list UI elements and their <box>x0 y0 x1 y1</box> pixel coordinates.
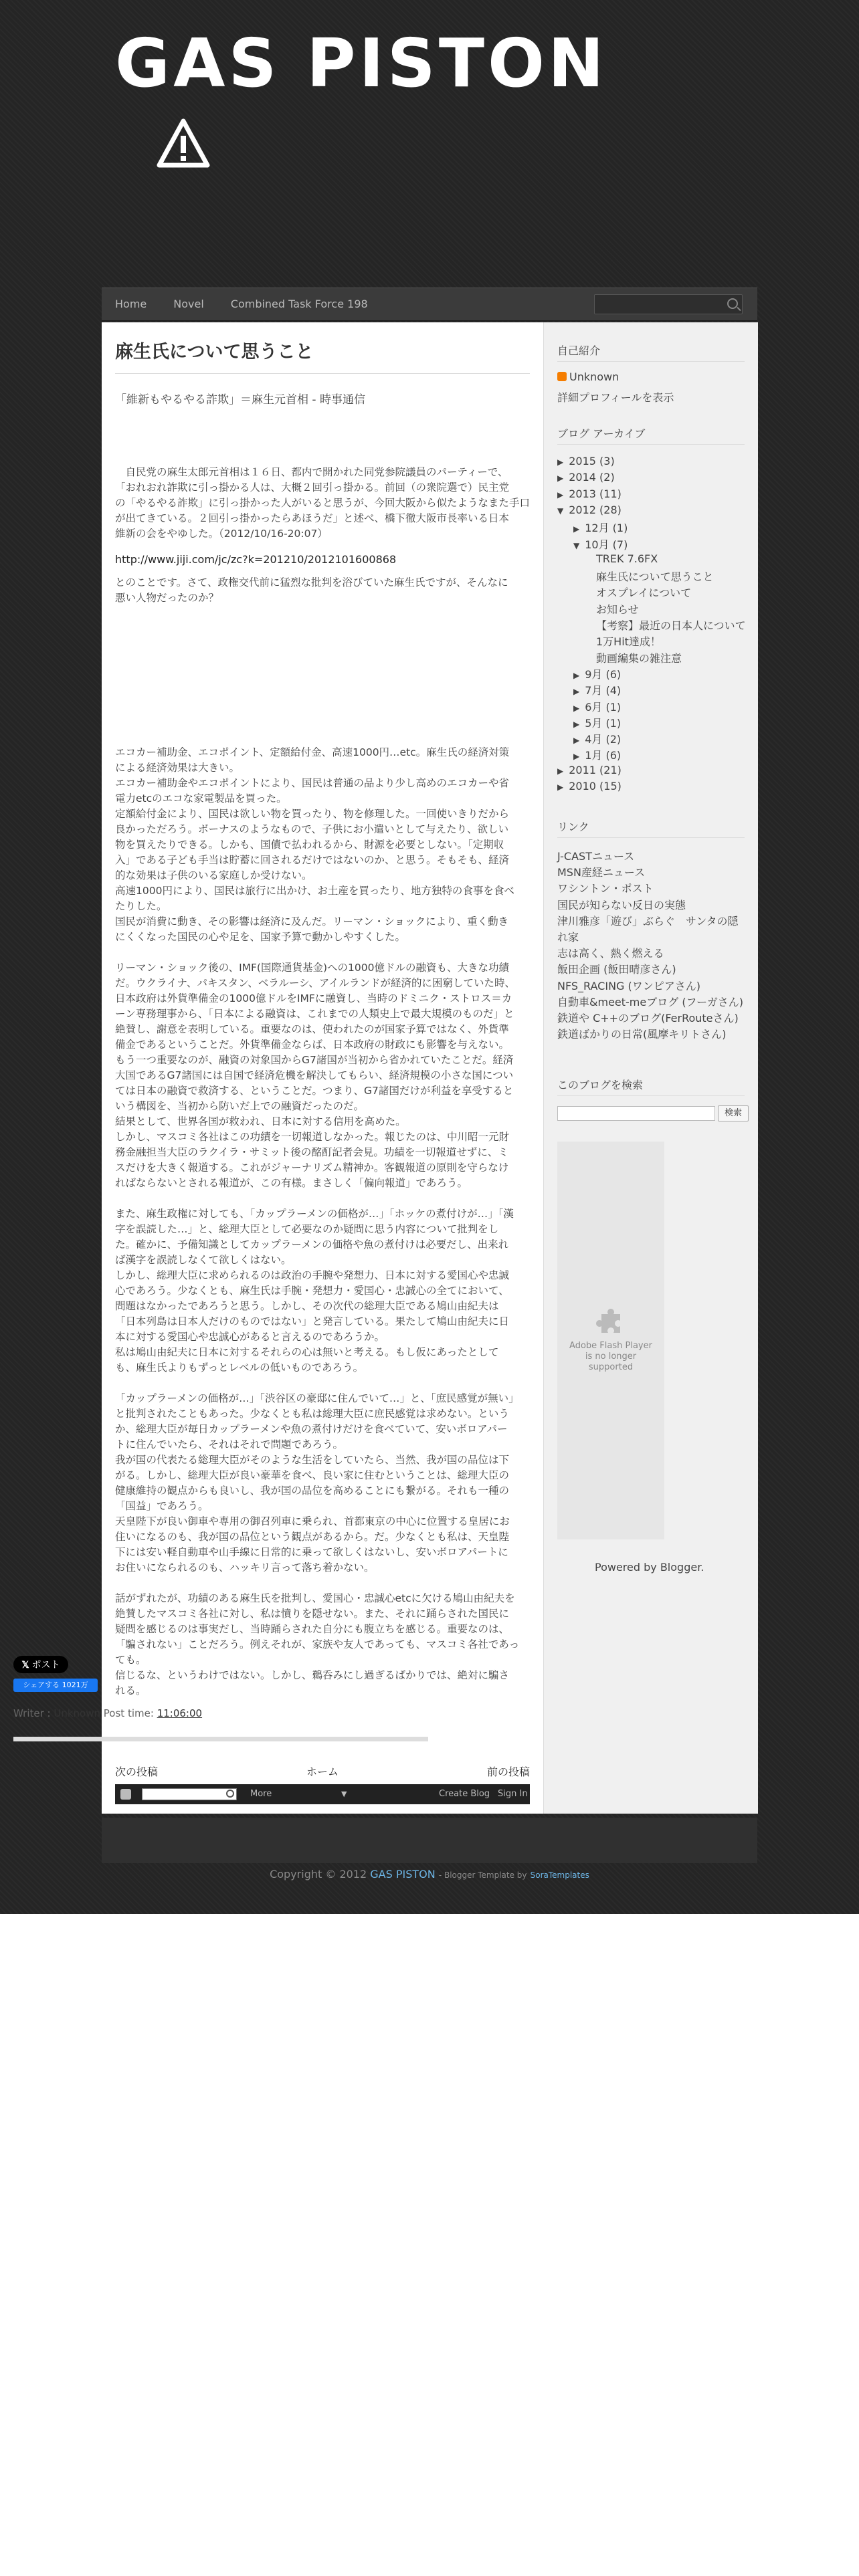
main-column <box>115 322 530 1699</box>
sidebar-link[interactable]: ワシントン・ポスト <box>557 882 654 895</box>
text-line: いう構図を、当初から防いだ上での融資だったのだ。 <box>115 1100 365 1112</box>
more-menu[interactable]: More <box>250 1789 272 1799</box>
sign-in-link[interactable]: Sign In <box>498 1789 528 1799</box>
text-line: ては日本の融資で救済する、ということだ。つまり、G7諸国だけが利益を享受すると <box>115 1085 514 1097</box>
template-credit: - Blogger Template by <box>438 1870 527 1880</box>
facebook-share-label[interactable]: シェアする 1021万 <box>23 1681 88 1689</box>
text-line: も、麻生氏よりもずっとレベルの低いものであろう。 <box>115 1362 364 1374</box>
powered-by[interactable]: Powered by Blogger. <box>595 1561 704 1574</box>
post-meta <box>13 1707 202 1719</box>
archive-label[interactable]: オスプレイについて <box>596 586 692 600</box>
archive-label[interactable]: 麻生氏について思うこと <box>596 570 714 584</box>
text-line: た。確かに、予備知識としてカップラーメンの価格や魚の煮付けは必要だし、出来れ <box>115 1239 509 1251</box>
text-line: 備金であるということだ。外貨準備金ならば、日本政府の財政にも影響を与えない。 <box>115 1039 510 1051</box>
chevron-right-icon[interactable]: ▶ <box>557 457 564 467</box>
profile-name-text[interactable]: Unknown <box>569 370 619 383</box>
chevron-right-icon[interactable]: ▶ <box>573 736 580 746</box>
sidebar-link[interactable]: NFS_RACING (ワンピアさん) <box>557 979 701 992</box>
nav-item-novel[interactable]: Novel <box>173 298 204 310</box>
text-line: の「やるやる詐欺」に引っ掛かった人がいると思うが、今回大阪から似たようなまた手口 <box>115 497 531 509</box>
sidebar-link[interactable]: れ家 <box>557 931 579 944</box>
archive-label[interactable]: 9月 (6) <box>585 667 622 681</box>
text-line: エコカー補助金やエコポイントにより、国民は普通の品より少し高めのエコカーや省 <box>115 777 510 789</box>
archive-toggle-item[interactable] <box>557 471 615 484</box>
archive-post-link[interactable] <box>596 633 661 649</box>
post-time[interactable]: 11:06:00 <box>157 1707 203 1719</box>
flash-message: Adobe Flash Player is no longer supported <box>569 1341 652 1372</box>
archive-label[interactable]: 2012 (28) <box>569 503 622 516</box>
search-heading: このブログを検索 <box>557 1079 644 1091</box>
archive-label[interactable]: TREK 7.6FX <box>596 552 658 565</box>
sidebar-link[interactable]: MSN産経ニュース <box>557 866 646 879</box>
divider <box>13 1737 428 1741</box>
chevron-right-icon[interactable]: ▶ <box>573 670 580 680</box>
text-line: 話がずれたが、功績のある麻生氏を批判し、愛国心・忠誠心etcに欠ける鳩山由紀夫を <box>115 1592 515 1604</box>
text-line: か、総理大臣が毎日カップラーメンや魚の煮付けだけを食べていて、安いボロアパー <box>115 1423 508 1435</box>
text-line: ればならないとされる報道が、この有様。まさしく「偏向報道」であろう。 <box>115 1177 468 1189</box>
text-line: 天皇陛下が良い御車や専用の御召列車に乗られ、首都東京の中心に位置する皇居にお <box>115 1515 510 1527</box>
divider <box>557 837 745 838</box>
text-line: 入」である子ども手当は貯蓄に回されるだけではないのか、と思う。そもそも、経済 <box>115 854 510 866</box>
chevron-right-icon[interactable]: ▶ <box>573 524 580 534</box>
chevron-right-icon[interactable]: ▶ <box>557 766 564 776</box>
blogger-logo-icon[interactable] <box>120 1789 131 1800</box>
text-line: 問題はなかったであろうと思う。しかし、その次代の総理大臣である鳩山由紀夫は <box>115 1300 499 1312</box>
sidebar-link[interactable]: J-CASTニュース <box>557 850 635 863</box>
archive-post-link[interactable] <box>596 584 691 600</box>
x-icon: 𝕏 <box>21 1659 29 1670</box>
text-line: 私は鳩山由紀夫に日本に対するそれらの心は無いと考える。もし仮にあったとして <box>115 1346 499 1358</box>
chevron-right-icon[interactable]: ▶ <box>557 782 564 792</box>
template-author-link[interactable]: SoraTemplates <box>530 1870 589 1880</box>
site-header <box>115 23 744 104</box>
archive-label[interactable]: 10月 (7) <box>585 538 628 551</box>
post-paragraph-1 <box>115 745 530 945</box>
text-line: リーマン・ショック後の、IMF(国際通貨基金)への1000億ドルの融資も、大きな功績 <box>115 962 509 974</box>
chevron-down-icon[interactable]: ▼ <box>573 540 580 550</box>
archive-label[interactable]: 2014 (2) <box>569 471 615 484</box>
post-quote <box>115 465 530 542</box>
archive-toggle-item[interactable] <box>573 520 628 535</box>
text-line: 「おれおれ詐欺に引っ掛かる人は、大概２回引っ掛かる。前回（の衆院選で）民主党 <box>115 481 510 494</box>
flash-placeholder <box>557 1142 664 1539</box>
text-line: 「国益」であろう。 <box>115 1500 209 1512</box>
text-line: 高速1000円により、国民は旅行に出かけ、お土産を買ったり、地方独特の食事を食べ <box>115 885 514 897</box>
text-line: 大国であるG7諸国には自国で経済危機を解決してもらい、経済規模の小さな国につい <box>115 1069 514 1081</box>
text-line: 定額給付金により、国民は欲しい物を買ったり、物を修理した。一回使いきりだから <box>115 808 510 820</box>
sidebar-link[interactable]: 鉄道や C++のブログ(FerRouteさん) <box>557 1012 739 1025</box>
newer-post-link[interactable]: 次の投稿 <box>115 1765 159 1778</box>
text-line: 「騙されない」ことだろう。例えそれが、家族や友人であっても、マスコミ各社であっ <box>115 1638 520 1650</box>
writer-label: Writer : <box>13 1707 51 1719</box>
text-line: 絶賛したマスコミ各社に対し、私は憤りを隠せない。また、それに踊らされた国民に <box>115 1608 510 1620</box>
profile-heading: 自己紹介 <box>557 344 601 357</box>
text-line: 我が国の代表たる総理大臣がそのような生活をしていたら、当然、我が国の品位は下 <box>115 1454 510 1466</box>
chevron-right-icon[interactable]: ▶ <box>573 687 580 697</box>
archive-label[interactable]: 動画編集の雑注意 <box>596 651 682 665</box>
post-intro <box>115 575 530 606</box>
text-line: による経済効果は大きい。 <box>115 762 240 774</box>
post-title[interactable]: 麻生氏について思うこと <box>115 342 314 362</box>
archive-heading: ブログ アーカイブ <box>557 427 646 440</box>
archive-post-link[interactable] <box>596 601 639 617</box>
text-line: 住いになるのも、我が国の品位という観点があるから。だ。少なくとも私は、天皇陛 <box>115 1531 510 1543</box>
text-line: 良かっただろう。ボーナスのようなもので、子供にお小遣いとして与えたり、欲しい <box>115 823 509 835</box>
archive-label[interactable]: 【考察】最近の日本人について <box>596 619 746 632</box>
home-link[interactable]: ホーム <box>306 1765 339 1778</box>
text-line: とのことです。さて、政権交代前に猛烈な批判を浴びていた麻生氏ですが、そんなに <box>115 576 508 588</box>
archive-label[interactable]: お知らせ <box>596 603 639 616</box>
post-time-label: Post time: <box>103 1707 154 1719</box>
sidebar <box>543 322 758 1814</box>
sidebar-link[interactable]: 飯田企画 (飯田晴彦さん) <box>557 963 676 976</box>
text-line: と批判されたこともあった。少なくとも私は総理大臣に庶民感覚は求めない。という <box>115 1408 509 1420</box>
text-line: 務金融担当大臣のラクイラ・サミット後の酩酊記者会見。功績を一切報道せずに、ミ <box>115 1146 508 1158</box>
chevron-right-icon[interactable]: ▶ <box>573 719 580 729</box>
archive-toggle-item[interactable] <box>573 536 628 552</box>
text-line: トに住んでいたら、それはそれで問題であろう。 <box>115 1438 344 1451</box>
sidebar-link[interactable]: 鉄道ばかりの日常(風摩キリトさん) <box>557 1028 727 1041</box>
nav-bar <box>102 288 757 321</box>
text-line: ーン専務理事から、「日本による融資は、これまでの人類史上で最大規模のものだ」と <box>115 1008 514 1020</box>
sidebar-link[interactable]: 国民が知らない反日の実態 <box>557 898 686 911</box>
text-line: 信じるな、というわけではない。しかし、鵜呑みにし過ぎるばかりでは、絶対に騙さ <box>115 1669 510 1681</box>
archive-label[interactable]: 2013 (11) <box>569 487 622 500</box>
text-line: がる。しかし、総理大臣が良い豪華を食べ、良い家に住むということは、総理大臣の <box>115 1469 510 1481</box>
chevron-right-icon[interactable]: ▶ <box>573 752 580 762</box>
text-line: 物を買えたりできる。しかも、国債で払われるから、財源を必要としない。「定期収 <box>115 839 504 851</box>
text-line: 本に対する愛国心や忠誠心があると言えるのであろうか。 <box>115 1331 385 1343</box>
chevron-right-icon[interactable]: ▶ <box>573 703 580 713</box>
plugin-icon <box>596 1305 626 1334</box>
text-line: お住いになられるのも、ハッキリ言って落ち着かない。 <box>115 1562 375 1574</box>
search-button[interactable]: 検索 <box>718 1105 749 1121</box>
sidebar-link[interactable]: 志は高く、熱く燃える <box>557 947 664 960</box>
archive-label[interactable]: 2015 (3) <box>569 455 615 467</box>
archive-post-link[interactable] <box>596 617 746 633</box>
text-line: 健康維持の観点からも良いし、我が国の品位を高めることにも繋がる。それも一種の <box>115 1485 510 1497</box>
footer-site-link[interactable]: GAS PISTON <box>370 1868 436 1881</box>
text-line: だ。ウクライナ、パキスタン、ベラルーシ、アイルランドが経済的に困窮していた時、 <box>115 977 515 989</box>
text-line: エコカー補助金、エコポイント、定額給付金、高速1000円…etc。麻生氏の経済対策 <box>115 746 510 758</box>
text-line: また、麻生政権に対しても、「カップラーメンの価格が…」「ホッケの煮付けが…」「漢 <box>115 1208 514 1220</box>
post-paragraph-2 <box>115 960 530 1191</box>
archive-post-link[interactable] <box>596 552 658 565</box>
text-line: 電力etcのエコな家電製品を買った。 <box>115 792 287 804</box>
text-line: 疑問を感じるのは事実だし、当時踊らされた自分にも腹立ちを感じる。重要なのは、 <box>115 1623 510 1635</box>
text-line: 下には安い軽自動車や山手線に日常的に乗って欲しくはないし、安いボロアパートに <box>115 1546 508 1558</box>
warning-icon <box>157 117 210 171</box>
post-paragraph-4 <box>115 1391 530 1576</box>
content-container <box>102 322 757 1814</box>
archive-label[interactable]: 1月 (6) <box>585 749 622 762</box>
archive-toggle-item[interactable] <box>573 731 621 746</box>
writer-name[interactable]: Unknown <box>54 1707 101 1719</box>
text-line: スだけを大きく報道する。これがジャーナリズム精神か。客観報道の原則を守らなけ <box>115 1162 509 1174</box>
archive-label[interactable]: 4月 (2) <box>585 733 622 746</box>
text-line: 「日本列島は日本人だけのものではない」と発言している。果たして鳩山由紀夫に日 <box>115 1315 510 1327</box>
archive-toggle-item[interactable] <box>573 699 621 714</box>
older-post-link[interactable]: 前の投稿 <box>487 1765 531 1778</box>
sidebar-link[interactable]: 自動車&meet-meブログ (フーガさん) <box>557 995 743 1008</box>
footer-bar <box>102 1818 757 1863</box>
text-line: ても。 <box>115 1654 147 1666</box>
profile-link[interactable]: 詳細プロフィールを表示 <box>557 391 674 404</box>
copyright <box>0 1868 859 1881</box>
text-line: 「カップラーメンの価格が…」「渋谷区の豪邸に住んでいて…」と、「庶民感覚が無い」 <box>115 1392 519 1404</box>
text-line: 的な効果は子供のいる家庭しか受けない。 <box>115 869 312 881</box>
create-blog-link[interactable]: Create Blog <box>439 1789 490 1799</box>
archive-label[interactable]: 5月 (1) <box>585 716 622 730</box>
text-line: たりした。 <box>115 900 167 912</box>
search-icon[interactable] <box>226 1790 234 1798</box>
archive-label[interactable]: 1万Hit達成！ <box>596 635 661 649</box>
post-paragraph-3 <box>115 1206 530 1376</box>
x-post-label[interactable]: ポスト <box>31 1659 60 1670</box>
archive-toggle-item[interactable] <box>557 504 622 516</box>
text-line: もう一つ重要なのが、融資の対象国からG7諸国が当初から省かれていたことだ。経済 <box>115 1054 514 1066</box>
chevron-right-icon[interactable]: ▶ <box>557 473 564 484</box>
nav-search-input[interactable] <box>594 294 743 314</box>
nav-item-home[interactable]: Home <box>115 298 147 310</box>
chevron-down-icon[interactable]: ▼ <box>557 506 564 516</box>
archive-post-link[interactable] <box>596 568 714 584</box>
archive-toggle-item[interactable] <box>557 780 622 792</box>
chevron-right-icon[interactable]: ▶ <box>557 490 564 500</box>
text-line: 字を誤読した…」と、総理大臣として必要なのか疑問に思う内容について批判をし <box>115 1223 499 1235</box>
text-line: 日本政府は外貨準備金の1000億ドルをIMFに融資し、当時のドミニク・ストロス＝カ <box>115 992 512 1004</box>
site-title[interactable]: GAS PISTON <box>115 24 607 102</box>
profile-name[interactable] <box>557 370 619 383</box>
navbar-search-input[interactable] <box>142 1788 237 1800</box>
archive-label[interactable]: 2010 (15) <box>569 780 622 792</box>
archive-toggle-item[interactable] <box>573 666 621 681</box>
post-link[interactable]: http://www.jiji.com/jc/zc?k=201210/2012101600868 <box>115 553 397 566</box>
archive-toggle-item[interactable] <box>557 764 622 776</box>
archive-toggle-item[interactable] <box>557 455 615 467</box>
sidebar-link[interactable]: 津川雅彦「遊び」ぶらぐ サンタの隠 <box>557 914 739 928</box>
search-icon[interactable] <box>727 298 738 309</box>
archive-label[interactable]: 2011 (21) <box>569 763 622 776</box>
text-line: 悪い人物だったのか？ <box>115 592 219 604</box>
text-line: 維新の会をやゆした。（2012/10/16-20:07） <box>115 528 328 540</box>
blog-search-input[interactable] <box>557 1106 715 1121</box>
divider <box>557 1095 745 1096</box>
copyright-text: Copyright © 2012 <box>270 1868 367 1881</box>
nav-item-ctf198[interactable]: Combined Task Force 198 <box>230 298 368 310</box>
post-paragraph-5 <box>115 1591 530 1699</box>
text-line: れる。 <box>115 1685 147 1697</box>
divider <box>557 361 745 362</box>
blogger-navbar <box>115 1784 530 1804</box>
archive-label[interactable]: 12月 (1) <box>585 522 628 535</box>
archive-post-link[interactable] <box>596 650 682 665</box>
archive-toggle-item[interactable] <box>573 715 621 730</box>
text-line: が出てきている。２回引っ掛かったらあほうだ」と述べ、橋下徹大阪市長率いる日本 <box>115 512 510 524</box>
post-subtitle: 「維新もやるやる詐欺」＝麻生元首相 - 時事通信 <box>115 393 365 407</box>
blogger-icon <box>557 372 567 381</box>
text-line: 心であろう。少なくとも、麻生氏は手腕・発想力・愛国心・忠誠心の全てにおいて、 <box>115 1285 509 1297</box>
text-line: 結果として、世界各国が救われ、日本に対する信用を高めた。 <box>115 1115 406 1128</box>
text-line: 絶賛し、謝意を表明している。重要なのは、使われたのが国家予算ではなく、外貨準 <box>115 1023 509 1035</box>
text-line: しかし、マスコミ各社はこの功績を一切報道しなかった。報じたのは、中川昭一元財 <box>115 1131 510 1143</box>
links-heading: リンク <box>557 821 589 833</box>
divider <box>557 444 745 445</box>
archive-toggle-item[interactable] <box>557 488 622 500</box>
archive-toggle-item[interactable] <box>573 682 621 697</box>
archive-label[interactable]: 6月 (1) <box>585 700 622 714</box>
text-line: 国民が消費に動き、その影響は経済に及んだ。リーマン・ショックにより、重く動き <box>115 916 509 928</box>
x-post-button[interactable] <box>13 1656 68 1673</box>
text-line: しかし、総理大臣に求められるのは政治の手腕や発想力、日本に対する愛国心や忠誠 <box>115 1269 510 1281</box>
text-line: 自民党の麻生太郎元首相は１６日、都内で開かれた同党参院議員のパーティーで、 <box>115 466 508 478</box>
archive-label[interactable]: 7月 (4) <box>585 684 622 697</box>
facebook-share-button[interactable] <box>13 1679 98 1692</box>
text-line: ば漢字を誤読しなくて欲しくはない。 <box>115 1254 292 1266</box>
archive-toggle-item[interactable] <box>573 747 621 762</box>
post-body <box>115 374 530 1699</box>
text-line: にくくなった国民の心や足を、国家予算で動かしやすくした。 <box>115 931 406 943</box>
chevron-down-icon[interactable]: ▼ <box>341 1790 347 1798</box>
